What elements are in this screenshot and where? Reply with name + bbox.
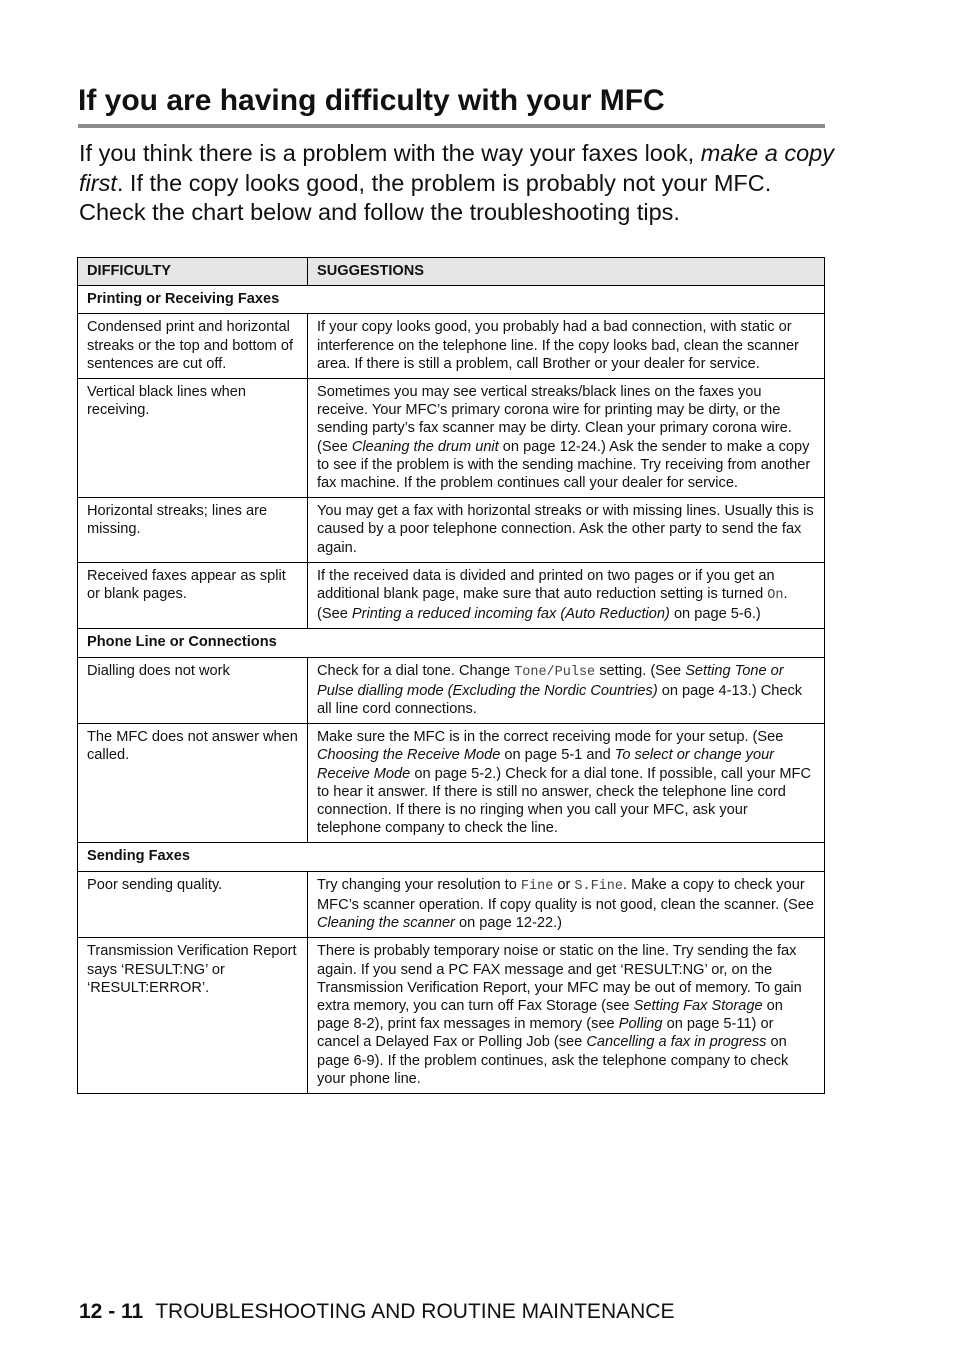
suggestion-text: on page 5-11) or cancel a Delayed Fax or Polling Job (see [317, 1016, 774, 1051]
table-row [78, 314, 825, 379]
reference-title: Polling [618, 1016, 663, 1033]
table-body [78, 286, 825, 1094]
section-row [78, 843, 825, 871]
suggestion-text: on page 12-24.) Ask the sender to make a copy to see if the problem is with the sending machine. Try receiving from another fax machine. If the problem continues call your dealer for service. [317, 438, 811, 492]
reference-title: Cleaning the drum unit [351, 438, 499, 455]
suggestion-text: or [553, 876, 575, 893]
reference-title: Choosing the Receive Mode [317, 747, 501, 764]
page-number: 12 - 11 [79, 1300, 144, 1323]
section-row [78, 286, 825, 314]
suggestion-cell [308, 871, 825, 938]
reference-title: Setting Fax Storage [633, 997, 763, 1014]
setting-value: Fine [520, 878, 554, 894]
reference-title: Setting Tone or Pulse dialling mode (Excluding the Nordic Countries) [317, 662, 784, 699]
intro-paragraph [79, 139, 839, 228]
difficulty-cell: Transmission Verification Report says ‘RESULT:NG’ or ‘RESULT:ERROR’. [78, 938, 308, 1094]
setting-value: S.Fine [574, 878, 623, 894]
difficulty-cell: Condensed print and horizontal streaks or the top and bottom of sentences are cut off. [78, 314, 308, 379]
troubleshooting-table [77, 257, 825, 1094]
title-underline [78, 124, 825, 128]
suggestion-text: There is probably temporary noise or static on the line. Try sending the fax again. If you send a PC FAX message and get ‘RESULT:NG’ or, on the Transmission Verification Report, your MFC may be out of memory. To gain extra memory, you can turn off Fax Storage (see [317, 943, 802, 1014]
suggestion-text: . (See [317, 586, 788, 623]
intro-text-2: . If the copy looks good, the problem is probably not your MFC. Check the chart below and follow the troubleshooting tips. [79, 169, 772, 225]
chapter-title: TROUBLESHOOTING AND ROUTINE MAINTENANCE [155, 1300, 675, 1323]
intro-text-1: If you think there is a problem with the way your faxes look, [79, 140, 701, 166]
table-row [78, 657, 825, 724]
reference-title: Cleaning the scanner [317, 915, 455, 932]
table-row [78, 938, 825, 1094]
suggestion-text: Try changing your resolution to [317, 876, 521, 893]
header-suggestions: SUGGESTIONS [308, 258, 825, 286]
header-difficulty: DIFFICULTY [78, 258, 308, 286]
reference-title: Printing a reduced incoming fax (Auto Reduction) [351, 606, 670, 623]
suggestion-cell [308, 314, 825, 379]
suggestion-cell [308, 562, 825, 629]
suggestion-text: on page 5-6.) [669, 606, 761, 623]
setting-value: Tone/Pulse [514, 664, 596, 680]
suggestion-text: If the received data is divided and printed on two pages or if you get an additional blank page, make sure that auto reduction setting is turned [317, 567, 775, 603]
page-title: If you are having difficulty with your MFC [78, 84, 665, 117]
suggestion-text: If your copy looks good, you probably had a bad connection, with static or interference on the telephone line. If the copy looks bad, clean the scanner area. If there is still a problem, call Brother or your dealer for service. [317, 319, 799, 372]
suggestion-text: on page 5-1 and [500, 747, 615, 764]
difficulty-cell: Received faxes appear as split or blank pages. [78, 562, 308, 629]
setting-value: On [767, 588, 784, 604]
suggestion-cell [308, 724, 825, 843]
suggestion-cell [308, 379, 825, 498]
suggestion-text: setting. (See [595, 662, 686, 679]
difficulty-cell: Dialling does not work [78, 657, 308, 724]
difficulty-cell: Vertical black lines when receiving. [78, 379, 308, 498]
reference-title: Cancelling a fax in progress [586, 1034, 767, 1051]
difficulty-cell: The MFC does not answer when called. [78, 724, 308, 843]
suggestion-cell [308, 498, 825, 563]
section-title: Printing or Receiving Faxes [78, 286, 825, 314]
difficulty-cell: Horizontal streaks; lines are missing. [78, 498, 308, 563]
intro-emphasis: make a copy first [79, 140, 834, 196]
difficulty-cell: Poor sending quality. [78, 871, 308, 938]
section-title: Sending Faxes [78, 843, 825, 871]
reference-title: To select or change your Receive Mode [317, 747, 775, 782]
suggestion-cell [308, 938, 825, 1094]
suggestion-text: on page 5-2.) Check for a dial tone. If possible, call your MFC to hear it answer. If there is still no answer, check the telephone line cord connection. If there is no ringing when you call your MFC, ask your telephone company to check the line. [317, 765, 812, 837]
table-row [78, 871, 825, 938]
suggestion-text: Check for a dial tone. Change [317, 662, 515, 679]
suggestion-text: on page 8-2), print fax messages in memory (see [317, 997, 783, 1033]
table-row [78, 562, 825, 629]
suggestion-cell [308, 657, 825, 724]
table-row [78, 498, 825, 563]
suggestion-text: on page 6-9). If the problem continues, ask the telephone company to check your phone line. [317, 1034, 789, 1087]
section-row [78, 629, 825, 657]
suggestion-text: Sometimes you may see vertical streaks/black lines on the faxes you receive. Your MFC’s primary corona wire for printing may be dirty, or the sending party’s fax scanner may be dirty. Clean your primary corona wire. (See [317, 384, 792, 455]
table-row [78, 379, 825, 498]
suggestion-text: on page 4-13.) Check all line cord connections. [317, 682, 803, 718]
section-title: Phone Line or Connections [78, 629, 825, 657]
suggestion-text: . Make a copy to check your MFC’s scanner operation. If copy quality is not good, clean the scanner. (See [317, 876, 815, 913]
suggestion-text: You may get a fax with horizontal streaks or with missing lines. Usually this is caused by a poor telephone connection. Ask the other party to send the fax again. [317, 503, 814, 556]
table-header-row [78, 258, 825, 286]
page-footer [79, 1298, 674, 1326]
suggestion-text: Make sure the MFC is in the correct receiving mode for your setup. (See [317, 729, 784, 746]
suggestion-text: on page 12-22.) [454, 915, 563, 932]
table-row [78, 724, 825, 843]
